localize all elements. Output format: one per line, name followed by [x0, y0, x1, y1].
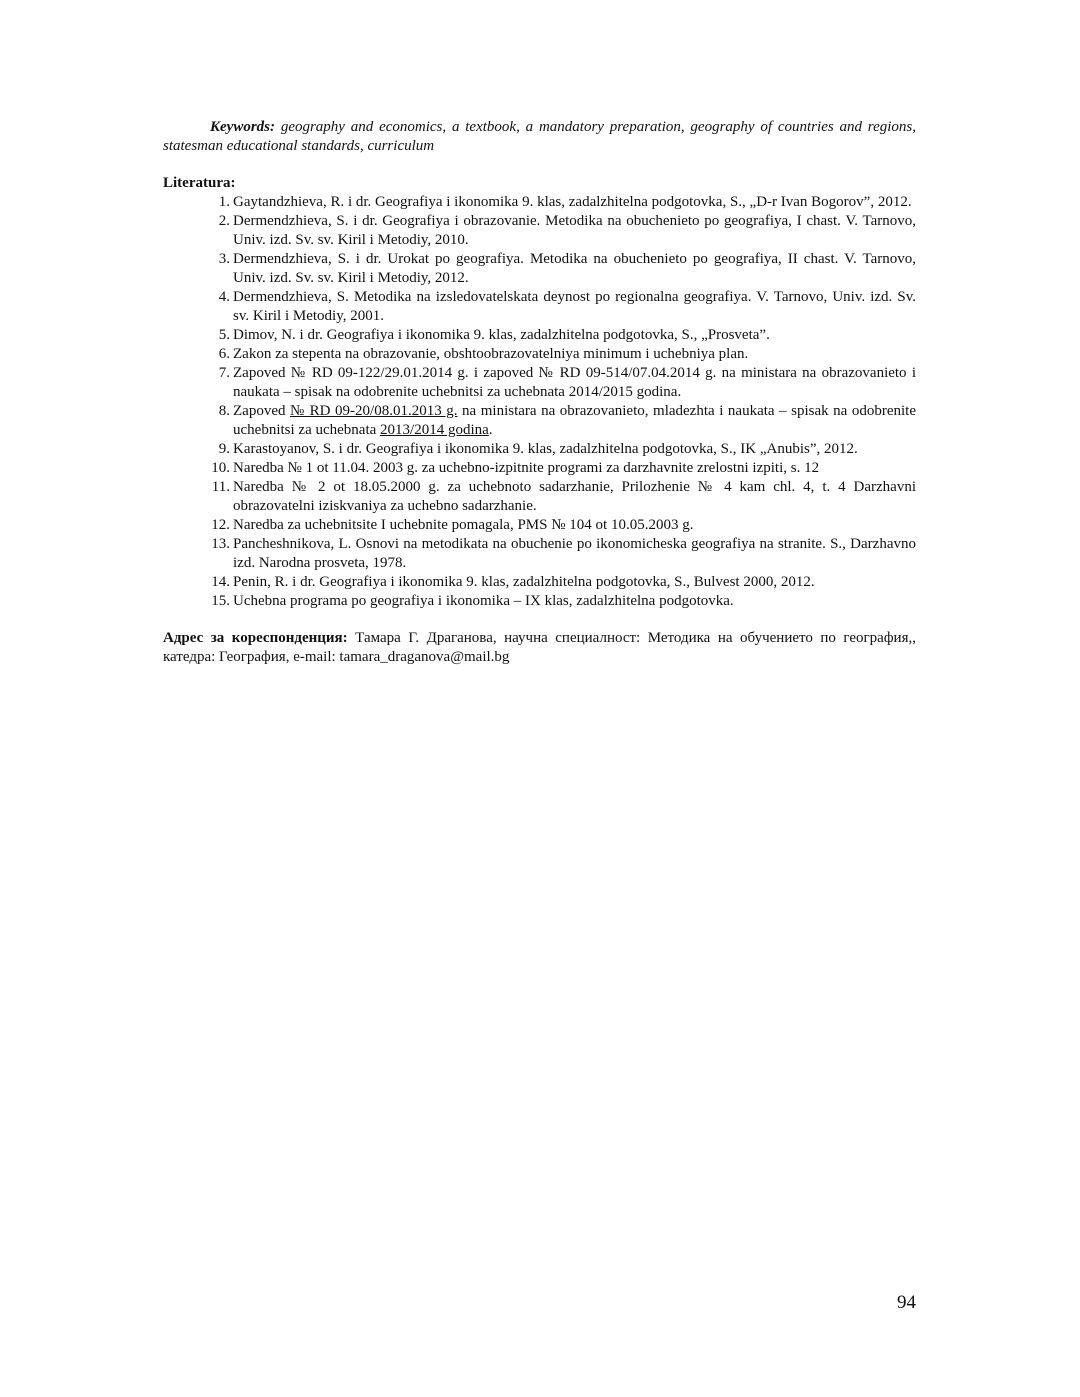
reference-item: [218, 288, 916, 326]
reference-text: Dermendzhieva, S. i dr. Geografiya i obrazovanie. Metodika na obuchenieto po geografiya, I chast. V. Tarnovo, Univ. izd. Sv. sv. Kiril i Metodiy, 2010.: [233, 213, 916, 248]
reference-item: [211, 592, 916, 611]
keywords-text: geography and economics, a textbook, a mandatory preparation, geography of countries and regions, statesman educational standards, curriculum: [163, 119, 916, 154]
reference-item: [218, 250, 916, 288]
reference-number: 7.: [218, 365, 230, 381]
reference-number: 2.: [218, 213, 230, 229]
reference-text: Zapoved № RD 09-122/29.01.2014 g. i zapoved № RD 09-514/07.04.2014 g. na ministara na obrazovanieto i naukata – spisak na odobrenite uchebnitsi za uchebnata 2014/2015 godina.: [233, 365, 916, 400]
reference-item: [211, 516, 916, 535]
reference-text: Karastoyanov, S. i dr. Geografiya i ikonomika 9. klas, zadalzhitelna podgotovka, S., IK „Anubis”, 2012.: [233, 441, 858, 457]
reference-text: Dimov, N. i dr. Geografiya i ikonomika 9. klas, zadalzhitelna podgotovka, S., „Prosveta”.: [233, 327, 770, 343]
address-text: Тамара Г. Драганова, научна специалност: Методика на обучението по география,, катедра: География, e-mail: tamara_draganova@mail.bg: [163, 630, 916, 665]
reference-item: [218, 402, 917, 440]
reference-text: Naredba za uchebnitsite I uchebnite pomagala, PMS № 104 ot 10.05.2003 g.: [233, 517, 694, 533]
reference-number: 8.: [218, 403, 230, 419]
reference-number: 3.: [218, 251, 230, 267]
reference-text: Dermendzhieva, S. Metodika na izsledovatelskata deynost po regionalna geografiya. V. Tarnovo, Univ. izd. Sv. sv. Kiril i Metodiy, 2001.: [233, 289, 916, 324]
reference-number: 5.: [218, 327, 230, 343]
reference-number: 11.: [211, 479, 230, 495]
reference-text: Pancheshnikova, L. Osnovi na metodikata na obuchenie po ikonomicheska geografiya na stranite. S., Darzhavno izd. Narodna prosveta, 1978.: [233, 536, 916, 571]
reference-text: Naredba № 1 ot 11.04. 2003 g. za uchebno-izpitnite programi za darzhavnite zrelostni izpiti, s. 12: [233, 460, 820, 476]
reference-item: [211, 573, 916, 592]
reference-item: [218, 212, 916, 250]
reference-number: 4.: [218, 289, 230, 305]
reference-text-pre: Zapoved: [233, 403, 291, 419]
reference-text: Dermendzhieva, S. i dr. Urokat po geografiya. Metodika na obuchenieto po geografiya, II chast. V. Tarnovo, Univ. izd. Sv. sv. Kiril i Metodiy, 2012.: [233, 251, 916, 286]
reference-item: [218, 364, 916, 402]
reference-text: Gaytandzhieva, R. i dr. Geografiya i ikonomika 9. klas, zadalzhitelna podgotovka, S., „D-r Ivan Bogorov”, 2012.: [233, 194, 912, 210]
reference-text: Penin, R. i dr. Geografiya i ikonomika 9. klas, zadalzhitelna podgotovka, S., Bulvest 2000, 2012.: [233, 574, 815, 590]
page-number: 94: [897, 1292, 916, 1313]
reference-item: [218, 440, 916, 459]
reference-number: 15.: [211, 593, 230, 609]
reference-text-mid: na ministara na obrazovanieto, mladezhta i naukata – spisak na odobrenite uchebnitsi za uchebnata: [233, 403, 917, 438]
reference-year-link: 2013/2014 godina: [380, 422, 489, 438]
address-label: Адрес за кореспонденция:: [163, 630, 348, 646]
reference-item: [211, 535, 916, 573]
reference-list: [163, 193, 916, 611]
reference-text: Uchebna programa po geografiya i ikonomika – IX klas, zadalzhitelna podgotovka.: [233, 593, 734, 609]
reference-text: Zakon za stepenta na obrazovanie, obshtoobrazovatelniya minimum i uchebniya plan.: [233, 346, 749, 362]
reference-text-post: .: [488, 422, 493, 438]
reference-item: [211, 459, 916, 478]
literature-heading: Literatura:: [163, 175, 236, 191]
reference-number: 12.: [211, 517, 230, 533]
reference-number: 13.: [211, 536, 230, 552]
reference-number: 10.: [211, 460, 230, 476]
reference-text: Naredba № 2 ot 18.05.2000 g. za uchebnoto sadarzhanie, Prilozhenie № 4 kam chl. 4, t. 4 Darzhavni obrazovatelni iziskvaniya za uchebno sadarzhanie.: [233, 479, 916, 514]
reference-item: [211, 478, 916, 516]
reference-order-link: № RD 09-20/08.01.2013 g.: [290, 403, 458, 419]
page-content: [163, 118, 916, 667]
reference-item: [218, 326, 916, 345]
reference-item: [218, 193, 916, 212]
reference-item: [218, 345, 916, 364]
reference-number: 14.: [211, 574, 230, 590]
keywords-label: Keywords:: [210, 119, 275, 135]
keywords-paragraph: [163, 118, 916, 156]
reference-number: 1.: [218, 194, 230, 210]
reference-number: 9.: [218, 441, 230, 457]
correspondence-address: [163, 629, 916, 667]
reference-number: 6.: [218, 346, 230, 362]
